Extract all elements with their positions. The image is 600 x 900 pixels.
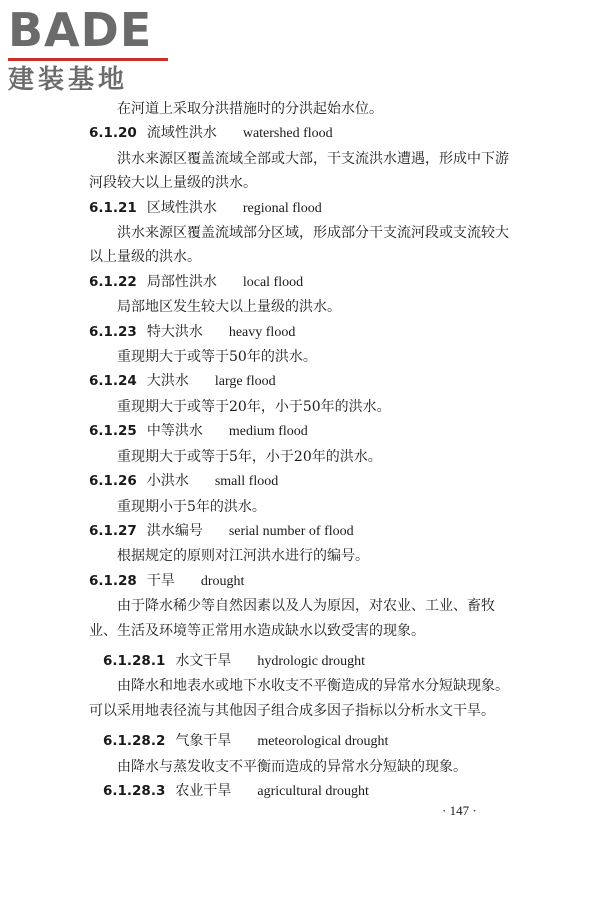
paragraph: 局部地区发生较大以上量级的洪水。	[117, 299, 341, 316]
page-content	[0, 97, 600, 804]
paragraph: 由降水与蒸发收支不平衡而造成的异常水分短缺的现象。	[117, 758, 467, 775]
term-zh: 流域性洪水	[146, 125, 217, 142]
term-number: 6.1.20	[89, 125, 137, 142]
term-en: watershed flood	[242, 126, 333, 142]
paragraph: 根据规定的原则对江河洪水进行的编号。	[117, 548, 369, 565]
term-en: large flood	[214, 374, 276, 390]
term-entry	[0, 469, 600, 494]
bade-logo	[8, 4, 178, 96]
term-entry	[0, 369, 600, 394]
logo-red-bar	[8, 58, 168, 61]
page-number: · 147 ·	[442, 803, 477, 818]
term-en: small flood	[214, 474, 279, 490]
term-number: 6.1.23	[89, 323, 137, 340]
term-en: hydrologic drought	[257, 653, 366, 669]
term-entry	[0, 649, 600, 674]
term-entry	[0, 196, 600, 221]
paragraph: 洪水来源区覆盖流域全部或大部，干支流洪水遭遇，形成中下游河段较大以上量级的洪水。	[89, 150, 509, 192]
term-en: meteorological drought	[257, 734, 389, 750]
term-entry	[0, 779, 600, 804]
term-number: 6.1.28.2	[103, 733, 166, 750]
term-zh: 水文干旱	[175, 652, 232, 669]
term-en: heavy flood	[228, 324, 296, 340]
paragraph: 在河道上采取分洪措施时的分洪起始水位。	[117, 101, 383, 117]
term-zh: 中等洪水	[146, 423, 203, 440]
term-entry	[0, 519, 600, 544]
paragraph: 由降水和地表水或地下水收支不平衡造成的异常水分短缺现象。可以采用地表径流与其他因子组合成多因子指标以分析水文干旱。	[89, 678, 509, 719]
paragraph: 重现期大于或等于5年，小于20年的洪水。	[117, 448, 382, 465]
term-en: agricultural drought	[257, 783, 369, 799]
term-en: serial number of flood	[228, 523, 354, 539]
term-number: 6.1.26	[89, 473, 137, 490]
term-en: drought	[200, 573, 245, 589]
term-number: 6.1.28.1	[103, 652, 166, 669]
term-entry	[0, 729, 600, 754]
term-en: local flood	[242, 274, 304, 290]
term-zh: 局部性洪水	[146, 273, 217, 290]
term-zh: 区域性洪水	[146, 199, 217, 216]
term-entry	[0, 270, 600, 295]
paragraph: 重现期大于或等于50年的洪水。	[117, 349, 317, 366]
paragraph: 重现期小于5年的洪水。	[117, 498, 266, 515]
term-number: 6.1.25	[89, 423, 137, 440]
paragraph: 由于降水稀少等自然因素以及人为原因，对农业、工业、畜牧业、生活及环境等正常用水造成缺水以致受害的现象。	[89, 598, 495, 639]
term-en: medium flood	[228, 424, 308, 440]
term-entry	[0, 419, 600, 444]
term-number: 6.1.27	[89, 522, 137, 539]
term-entry	[0, 320, 600, 345]
term-zh: 特大洪水	[146, 323, 203, 340]
term-zh: 小洪水	[146, 473, 189, 490]
term-entry	[0, 569, 600, 594]
term-zh: 大洪水	[146, 373, 189, 390]
term-zh: 洪水编号	[146, 522, 203, 539]
paragraph: 重现期大于或等于20年，小于50年的洪水。	[117, 398, 391, 415]
term-number: 6.1.28	[89, 572, 137, 589]
paragraph: 洪水来源区覆盖流域部分区域，形成部分干支流河段或支流较大以上量级的洪水。	[89, 225, 509, 266]
term-number: 6.1.28.3	[103, 782, 166, 799]
term-number: 6.1.24	[89, 373, 137, 390]
logo-wordmark: BADE	[8, 3, 153, 57]
term-number: 6.1.21	[89, 199, 137, 216]
term-zh: 农业干旱	[175, 782, 232, 799]
term-en: regional flood	[242, 200, 322, 216]
term-entry	[0, 121, 600, 146]
logo-chinese-text: 建装基地	[8, 65, 129, 95]
term-number: 6.1.22	[89, 273, 137, 290]
term-zh: 干旱	[146, 572, 175, 589]
term-zh: 气象干旱	[175, 733, 232, 750]
